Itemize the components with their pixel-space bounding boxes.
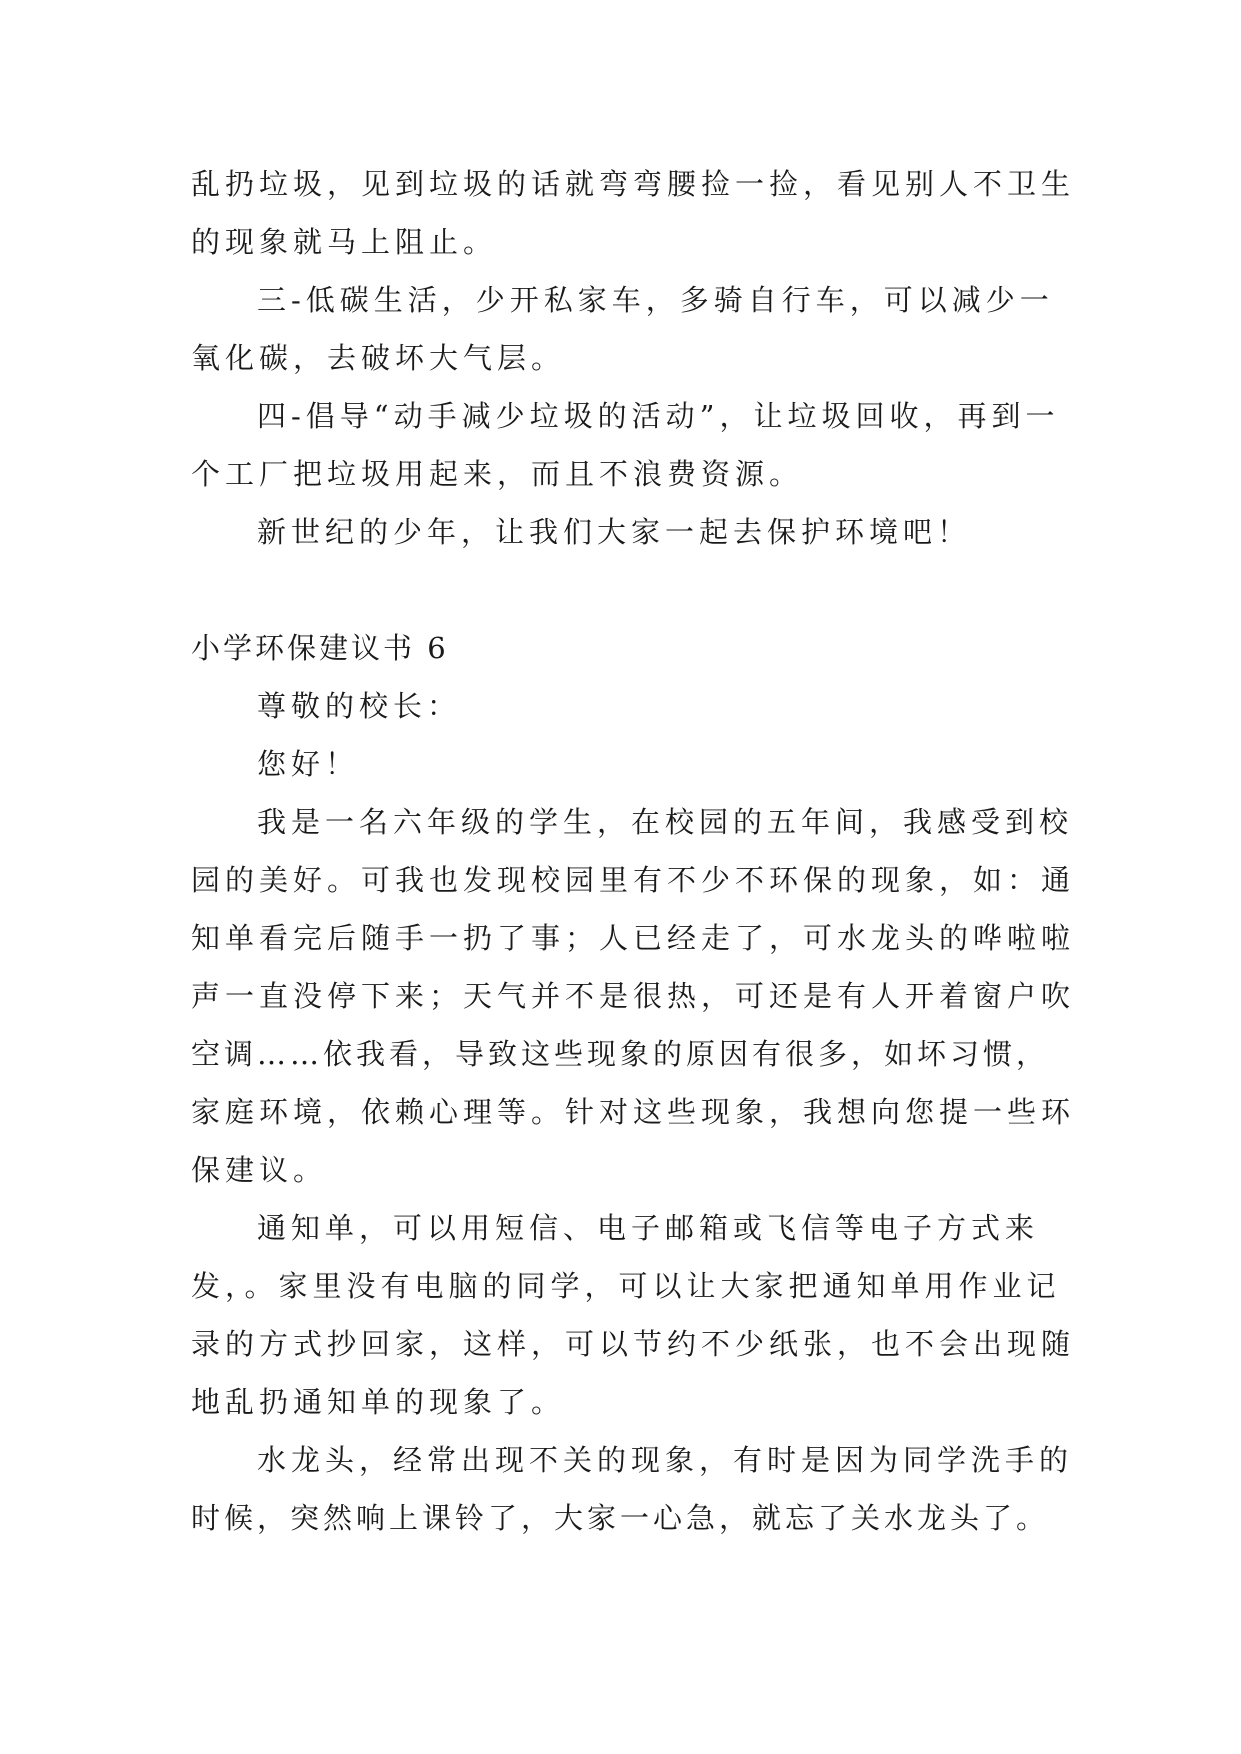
text-line: 乱扔垃圾，见到垃圾的话就弯弯腰捡一捡，看见别人不卫生 [191,167,1076,201]
text-line: 的现象就马上阻止。 [191,225,498,259]
text-line: 声一直没停下来；天气并不是很热，可还是有人开着窗户吹 [191,979,1076,1013]
text-line: 录的方式抄回家，这样，可以节约不少纸张，也不会出现随 [191,1327,1076,1361]
text-line: 时候，突然响上课铃了，大家一心急，就忘了关水龙头了。 [191,1501,1050,1535]
text-line: 保建议。 [191,1153,328,1187]
text-line: 发，。家里没有电脑的同学，可以让大家把通知单用作业记 [191,1269,1061,1303]
paragraph-line: 新世纪的少年，让我们大家一起去保护环境吧！ [257,515,972,549]
salutation: 尊敬的校长： [257,689,462,723]
text-line: 园的美好。可我也发现校园里有不少不环保的现象，如：通 [191,863,1076,897]
paragraph-line: 水龙头，经常出现不关的现象，有时是因为同学洗手的 [257,1443,1074,1477]
text-line: 空调……依我看，导致这些现象的原因有很多，如坏习惯， [191,1037,1050,1071]
text-line: 知单看完后随手一扔了事；人已经走了，可水龙头的哗啦啦 [191,921,1076,955]
greeting: 您好！ [257,747,360,781]
text-line: 个工厂把垃圾用起来，而且不浪费资源。 [191,457,804,491]
text-line: 地乱扔通知单的现象了。 [191,1385,566,1419]
section-heading: 小学环保建议书 6 [191,631,449,665]
paragraph-line: 我是一名六年级的学生，在校园的五年间，我感受到校 [257,805,1074,839]
paragraph-line: 三-低碳生活，少开私家车，多骑自行车，可以减少一 [257,283,1054,317]
document-body [191,155,1076,1547]
paragraph-line: 四-倡导“动手减少垃圾的活动”，让垃圾回收，再到一 [257,399,1060,433]
blank-line [191,561,1071,619]
paragraph-line: 通知单，可以用短信、电子邮箱或飞信等电子方式来 [257,1211,1040,1245]
text-line: 氧化碳，去破坏大气层。 [191,341,566,375]
text-line: 家庭环境，依赖心理等。针对这些现象，我想向您提一些环 [191,1095,1076,1129]
